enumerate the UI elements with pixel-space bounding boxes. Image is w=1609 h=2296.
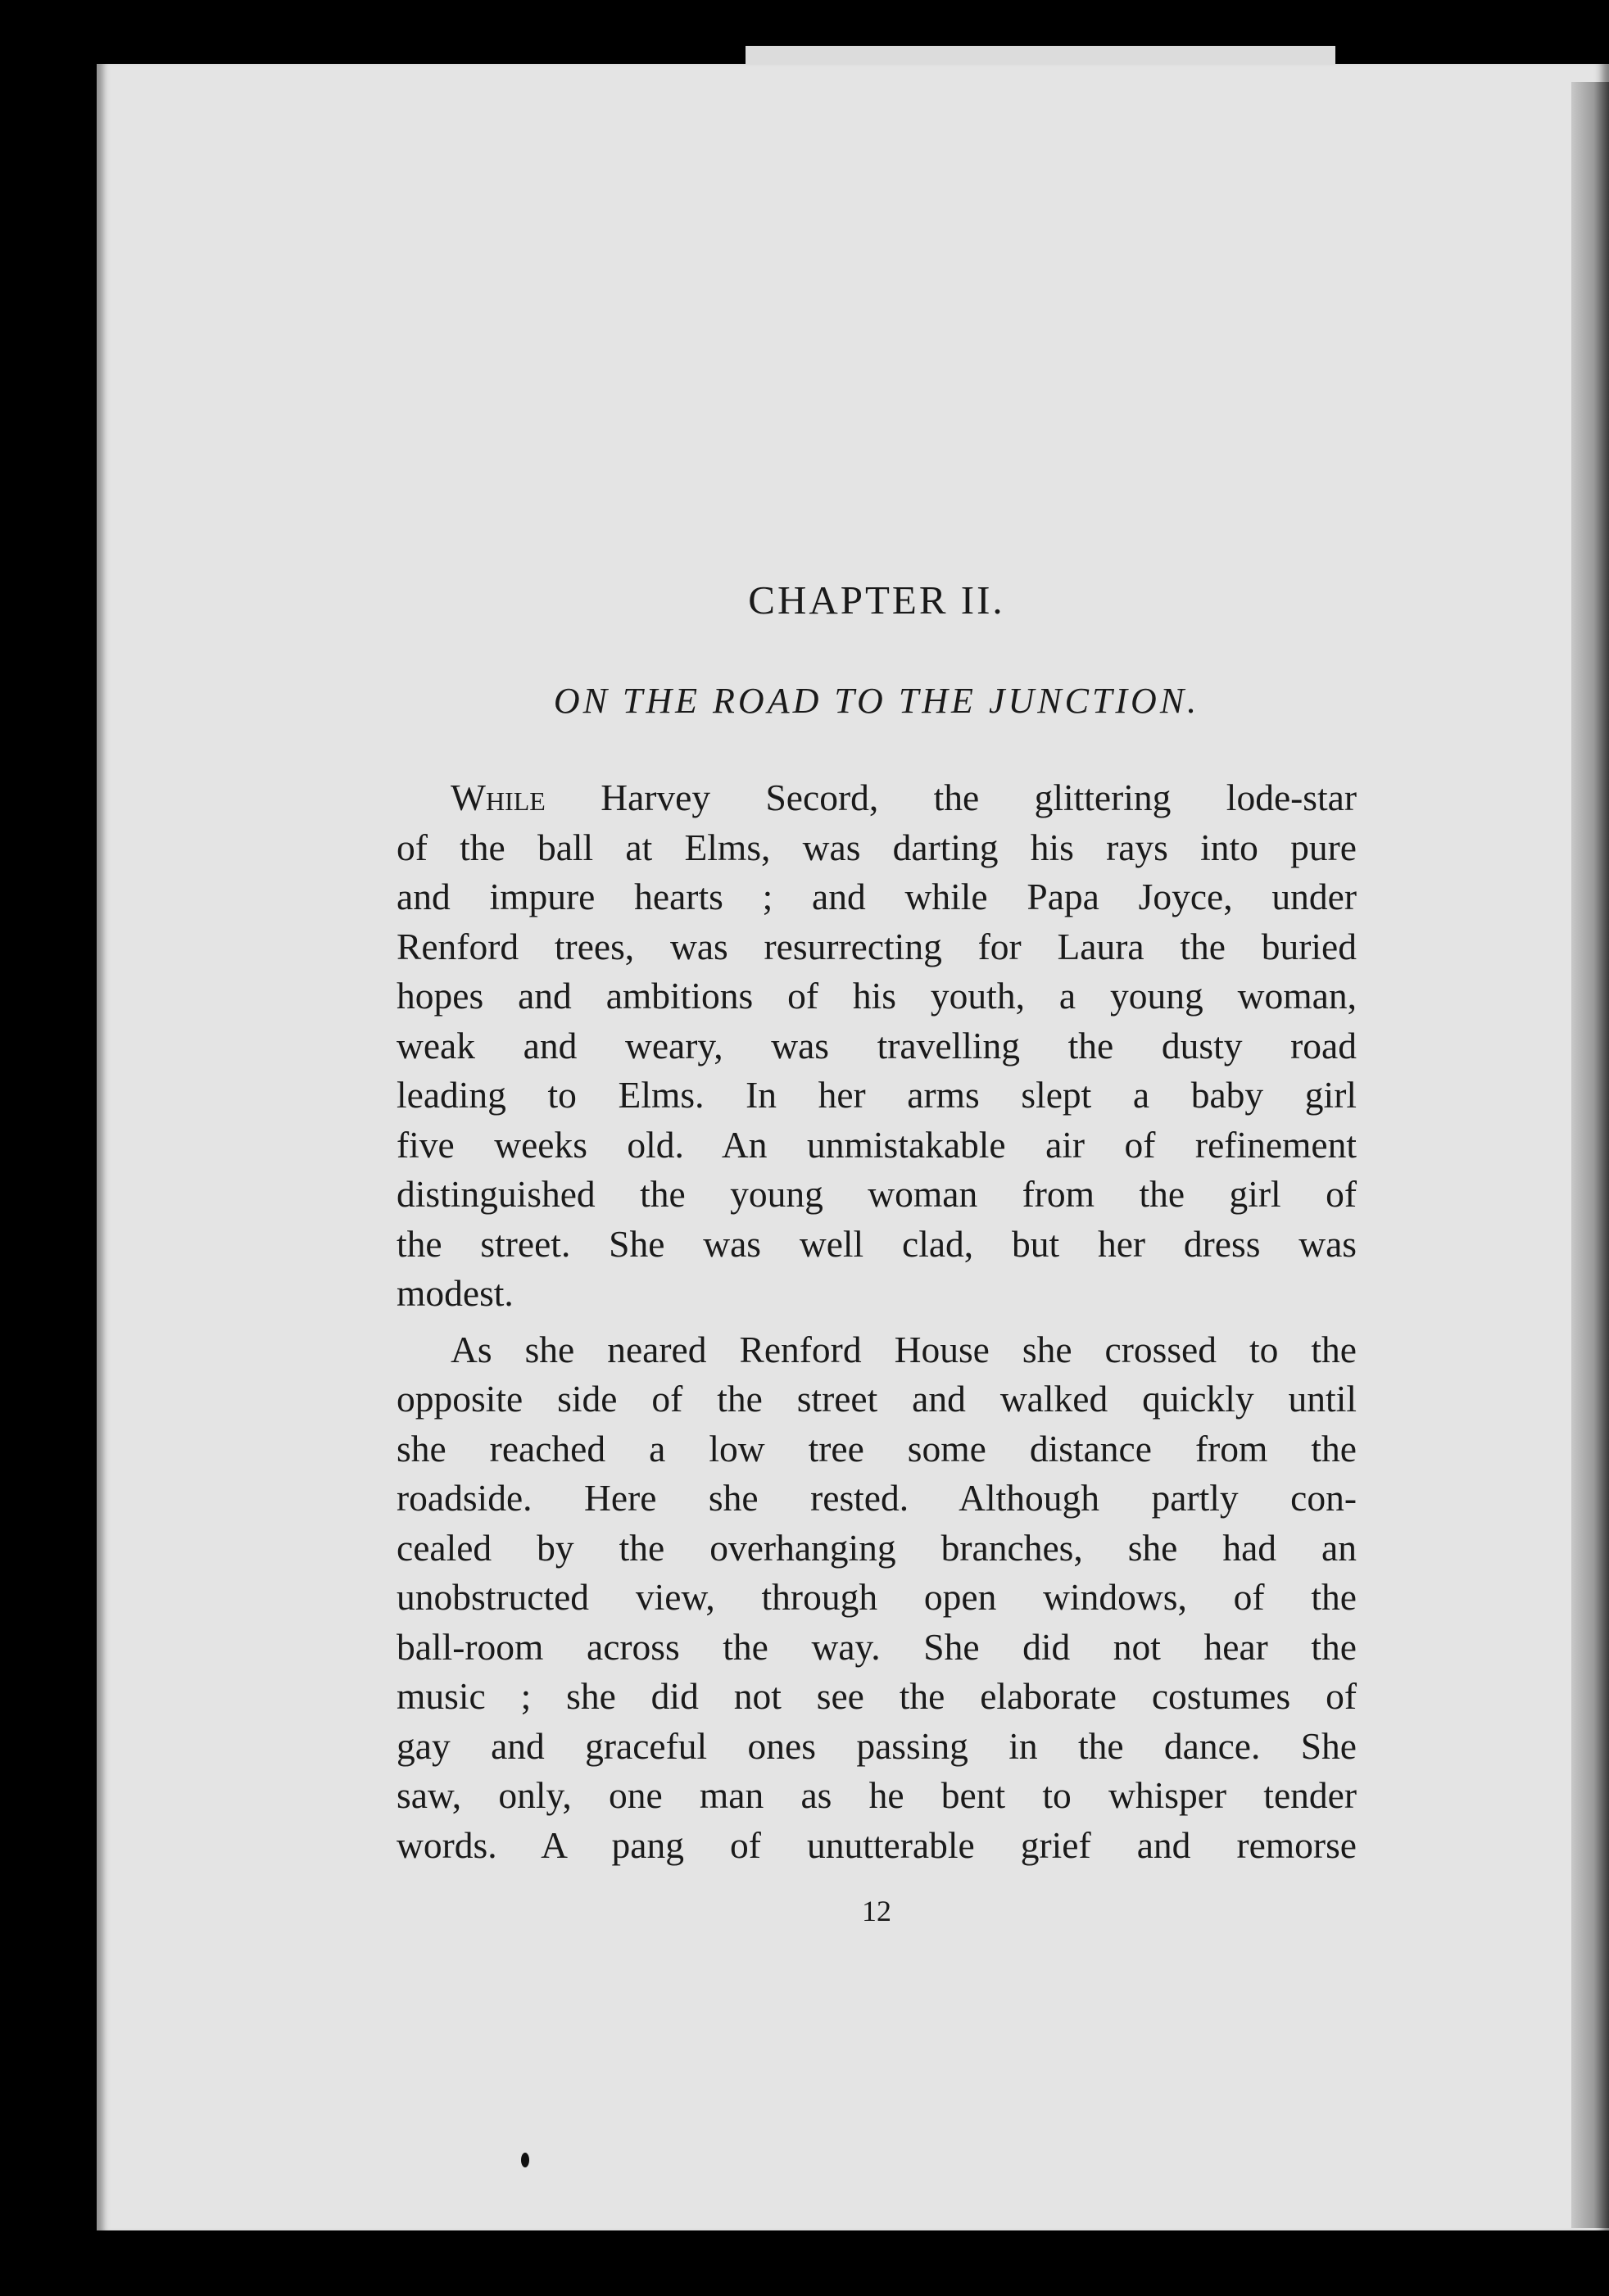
text-line: As she neared Renford House she crossed to the — [451, 1328, 1357, 1370]
text-line: leading to Elms. In her arms slept a baby girl — [397, 1074, 1357, 1116]
text-line-rest: Harvey Secord, the glittering lode-star — [545, 777, 1357, 818]
paragraph-1 — [397, 773, 1357, 1319]
text-line: roadside. Here she rested. Although partly con- — [397, 1477, 1357, 1519]
ink-speck — [521, 2153, 529, 2167]
text-line — [397, 773, 1357, 823]
text-line: cealed by the overhanging branches, she had an — [397, 1526, 1357, 1569]
text-line: music ; she did not see the elaborate costumes of — [397, 1675, 1357, 1717]
text-line: words. A pang of unutterable grief and remorse — [397, 1823, 1357, 1866]
page-edge-shadow — [1571, 82, 1609, 2228]
text-line: the street. She was well clad, but her dress was — [397, 1222, 1357, 1265]
text-line: hopes and ambitions of his youth, a young woman, — [397, 975, 1357, 1017]
text-line: Renford trees, was resurrecting for Laura the buried — [397, 925, 1357, 967]
text-line: and impure hearts ; and while Papa Joyce, under — [397, 876, 1357, 917]
text-line: weak and weary, was travelling the dusty road — [397, 1024, 1357, 1066]
text-line: modest. — [397, 1272, 514, 1314]
chapter-subtitle: ON THE ROAD TO THE JUNCTION. — [553, 681, 1200, 721]
page-number: 12 — [862, 1895, 891, 1927]
text-line: unobstructed view, through open windows, of the — [397, 1576, 1357, 1618]
text-line: opposite side of the street and walked quickly until — [397, 1378, 1357, 1420]
text-line: of the ball at Elms, was darting his rays into pure — [397, 826, 1357, 868]
chapter-body — [397, 773, 1357, 1870]
drop-word: While — [451, 777, 546, 818]
text-line: five weeks old. An unmistakable air of refinement — [397, 1123, 1357, 1166]
chapter-title: CHAPTER II. — [748, 577, 1005, 623]
paragraph-2 — [397, 1325, 1357, 1871]
text-line: ball-room across the way. She did not hear the — [397, 1625, 1357, 1668]
text-line: she reached a low tree some distance from the — [397, 1427, 1357, 1470]
text-line: distinguished the young woman from the girl of — [397, 1173, 1357, 1215]
text-line: gay and graceful ones passing in the dance. She — [397, 1724, 1357, 1767]
page-text-block — [397, 0, 1357, 2296]
text-line: saw, only, one man as he bent to whisper tender — [397, 1774, 1357, 1816]
